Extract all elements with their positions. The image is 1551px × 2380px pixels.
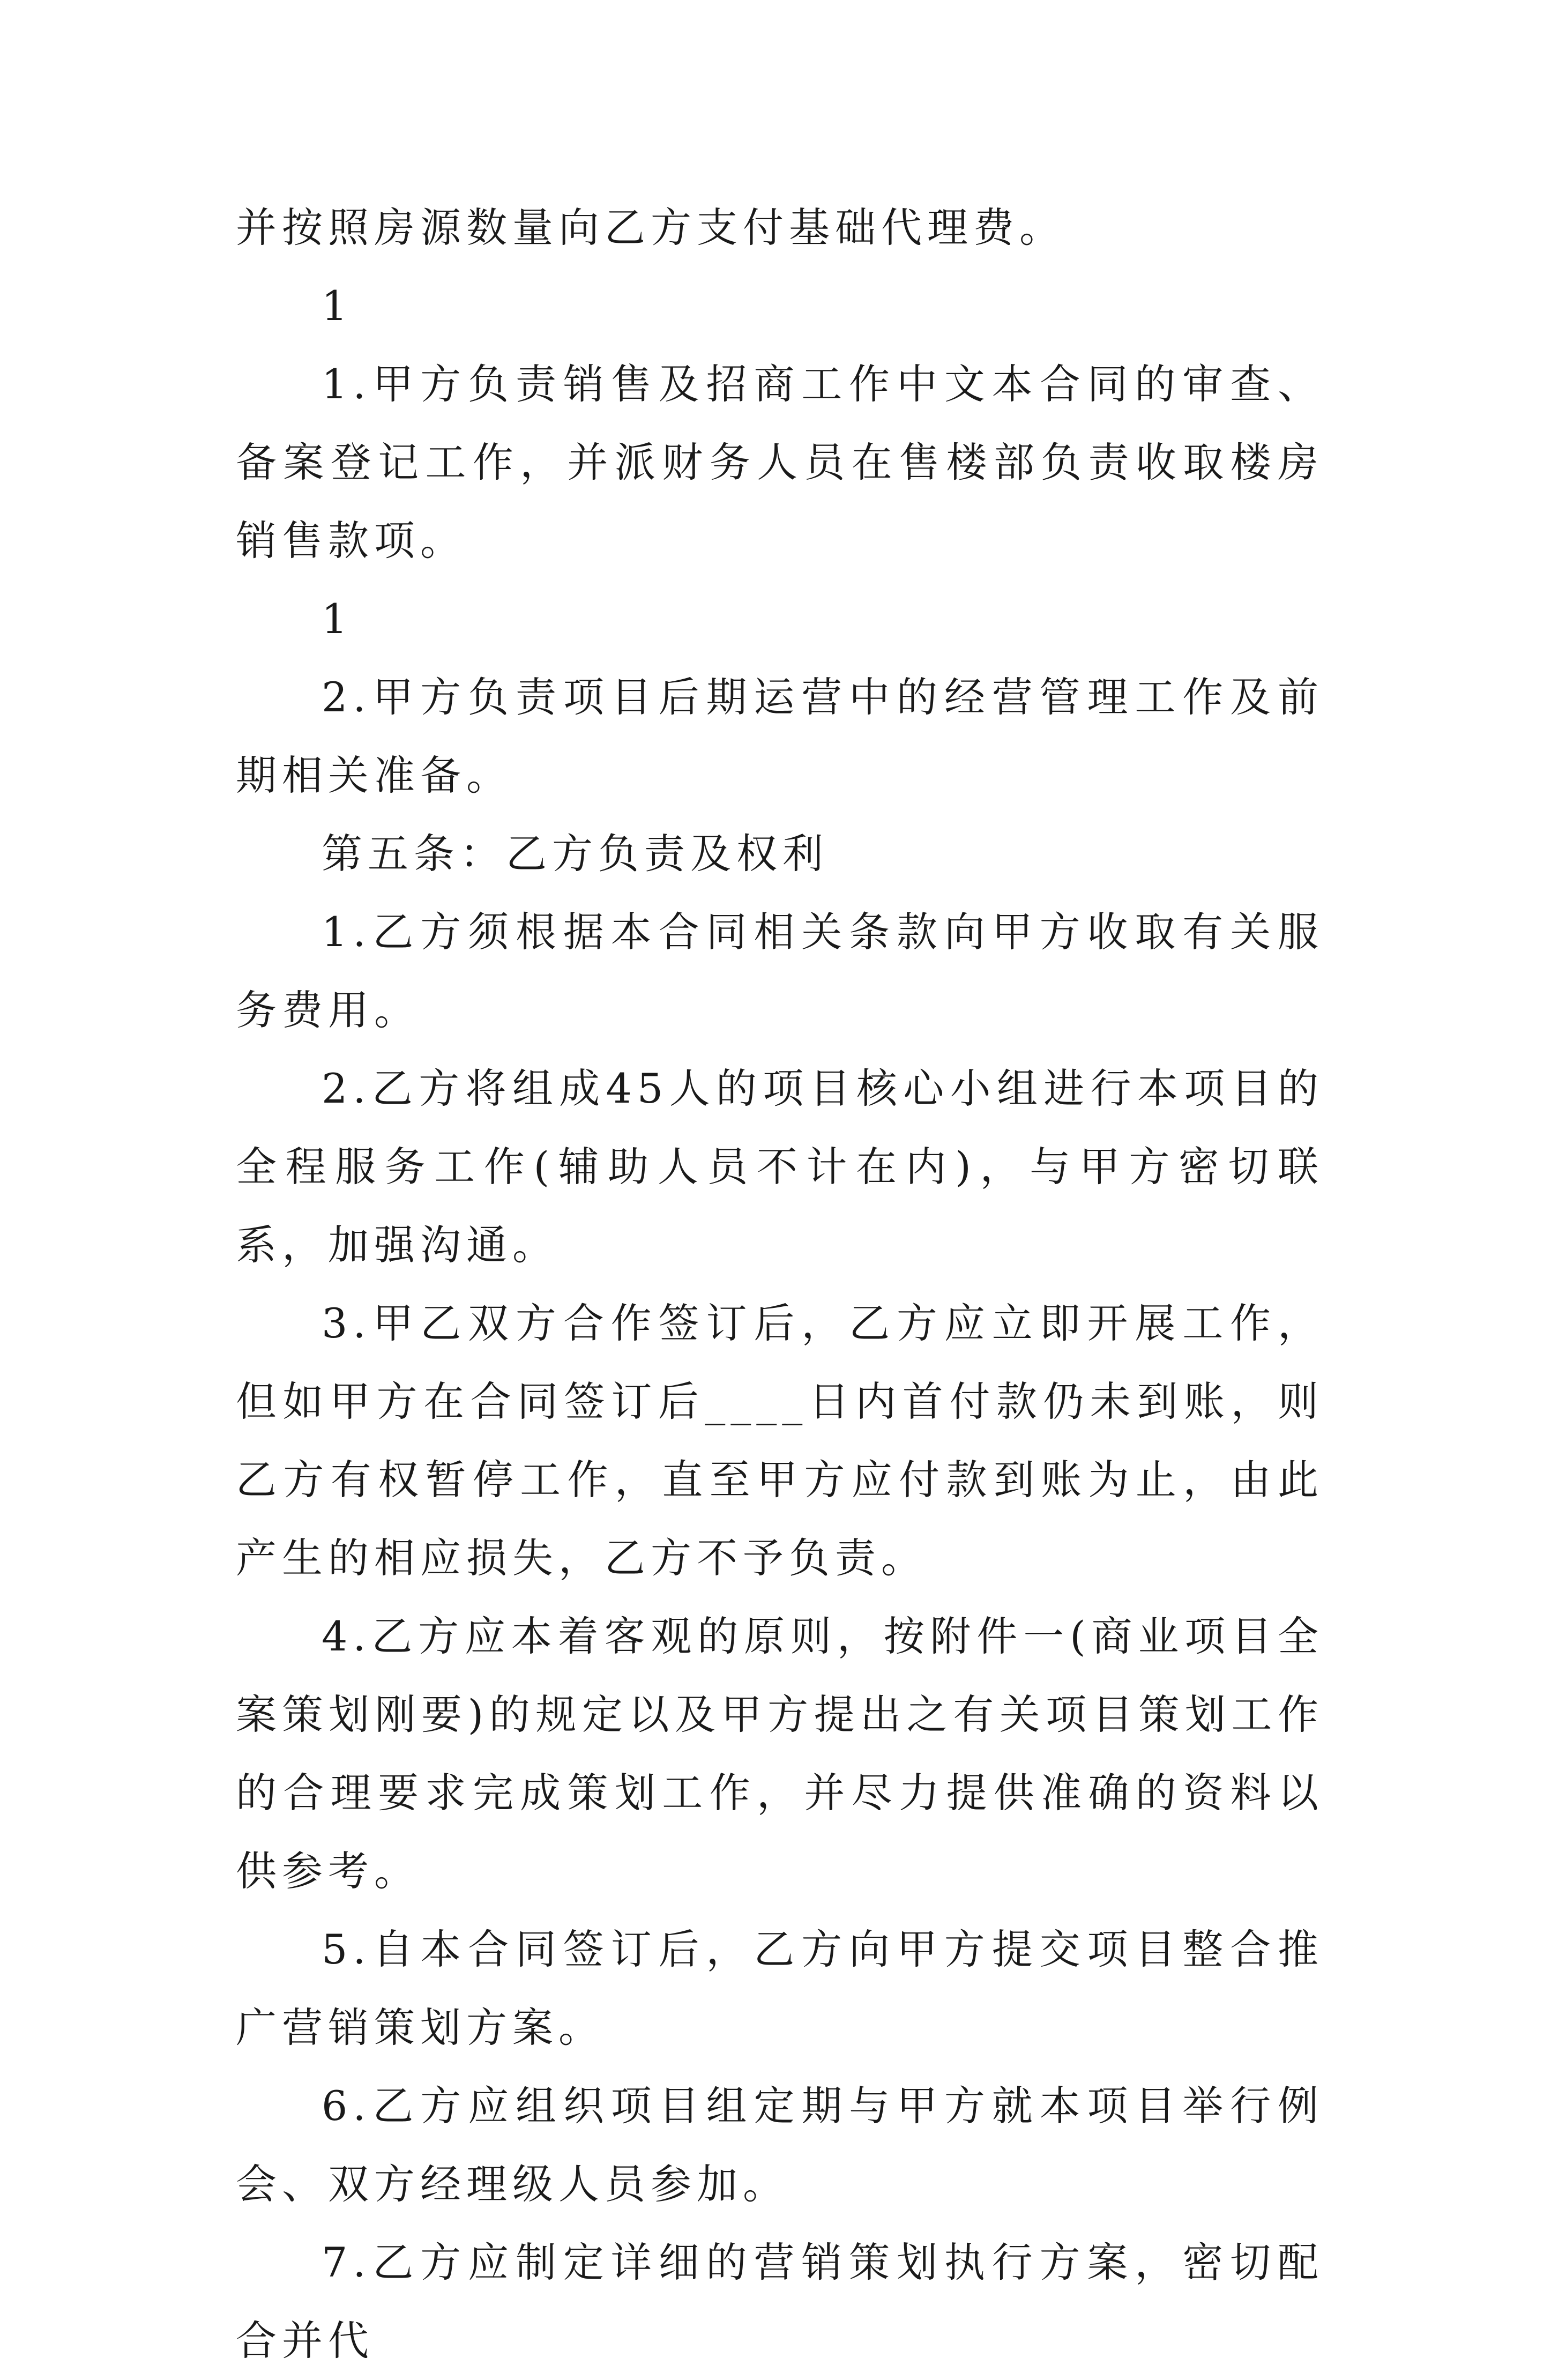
paragraph-5: 2.甲方负责项目后期运营中的经营管理工作及前期相关准备。 (236, 673, 1324, 799)
section-heading: 第五条：乙方负责及权利 (322, 830, 829, 877)
paragraph-2: 1 (322, 282, 353, 330)
paragraph-1: 并按照房源数量向乙方支付基础代理费。 (236, 204, 1065, 251)
paragraph-12: 6.乙方应组织项目组定期与甲方就本项目举行例会、双方经理级人员参加。 (236, 2082, 1324, 2208)
paragraph-3: 1.甲方负责销售及招商工作中文本合同的审查、备案登记工作，并派财务人员在售楼部负责收取楼房销售款项。 (236, 360, 1324, 564)
document-body (236, 189, 1324, 2380)
paragraph-10: 4.乙方应本着客观的原则，按附件一(商业项目全案策划刚要)的规定以及甲方提出之有关项目策划工作的合理要求完成策划工作，并尽力提供准确的资料以供参考。 (236, 1612, 1324, 1895)
paragraph-7: 1.乙方须根据本合同相关条款向甲方收取有关服务费用。 (236, 908, 1324, 1034)
paragraph-11: 5.自本合同签订后，乙方向甲方提交项目整合推广营销策划方案。 (236, 1925, 1324, 2051)
paragraph-13: 7.乙方应制定详细的营销策划执行方案，密切配合并代 (236, 2238, 1324, 2364)
paragraph-4: 1 (322, 595, 353, 643)
paragraph-8: 2.乙方将组成45人的项目核心小组进行本项目的全程服务工作(辅助人员不计在内)，与甲方密切联系，加强沟通。 (236, 1065, 1324, 1269)
paragraph-9: 3.甲乙双方合作签订后，乙方应立即开展工作，但如甲方在合同签订后____日内首付款仍未到账，则乙方有权暂停工作，直至甲方应付款到账为止，由此产生的相应损失，乙方不予负责。 (236, 1299, 1324, 1582)
